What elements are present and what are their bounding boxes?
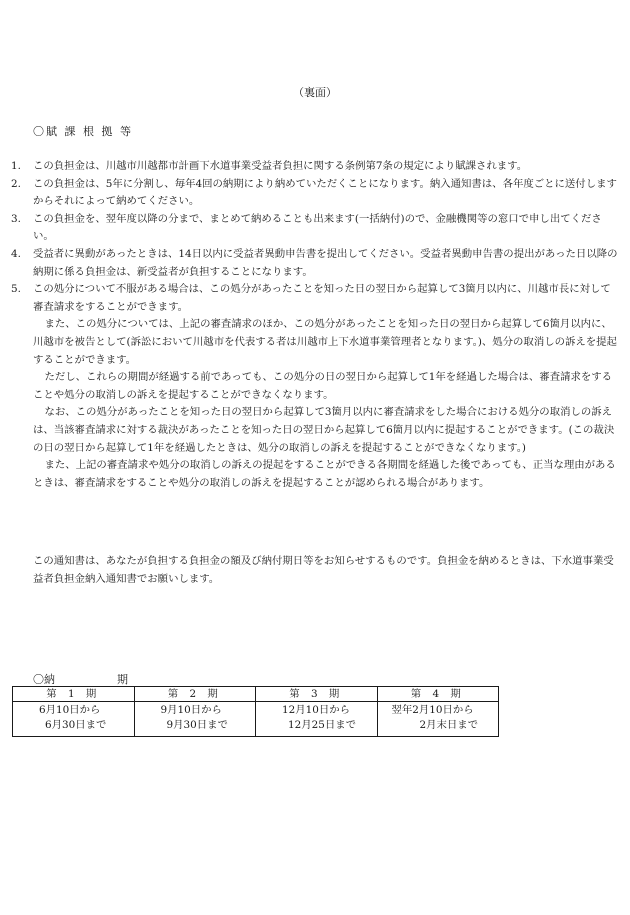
list-item-text: この負担金は、川越市川越都市計画下水道事業受益者負担に関する条例第7条の規定により賦課されます。: [33, 160, 528, 172]
item5-paragraph: ただし、これらの期間が経過する前であっても、この処分の日の翌日から起算して1年を経過した場合は、審査請求をすることや処分の取消しの訴えを提起することができなくなります。: [33, 371, 613, 401]
list-item: [11, 281, 621, 492]
item5-paragraph: また、この処分については、上記の審査請求のほか、この処分があったことを知った日の翌日から起算して6箇月以内に、川越市を被告として(訴訟において川越市を代表する者は川越市上下水道事業管理者となります。)、処分の取消しの訴えを提起することができます。: [33, 318, 617, 366]
list-item: [11, 211, 621, 246]
period-1-cell: [13, 702, 135, 737]
period-2-cell: [134, 702, 256, 737]
period-2-header: 第 2 期: [134, 687, 256, 702]
list-item-text: この処分について不服がある場合は、この処分があったことを知った日の翌日から起算して3箇月以内に、川越市長に対して審査請求をすることができます。: [33, 283, 611, 313]
list-item: [11, 246, 621, 281]
period-1-header: 第 1 期: [13, 687, 135, 702]
period-from: 6月10日から: [39, 704, 101, 716]
list-item-number: 4.: [11, 247, 21, 260]
list-item: [11, 176, 621, 211]
page-title: （裏面）: [293, 86, 337, 99]
period-4-header: 第 4 期: [377, 687, 499, 702]
basis-list: [11, 158, 621, 492]
payment-periods-heading: [33, 671, 128, 687]
basis-heading: 〇賦 課 根 拠 等: [33, 125, 133, 138]
period-from: 翌年2月10日から: [391, 704, 474, 716]
period-4-cell: [377, 702, 499, 737]
period-3-cell: [256, 702, 378, 737]
item5-paragraph: また、上記の審査請求や処分の取消しの訴えの提起をすることができる各期間を経過した後であっても、正当な理由があるときは、審査請求をすることや処分の取消しの訴えを提起することが認められる場合があります。: [33, 459, 616, 489]
list-item-text: この負担金を、翌年度以降の分まで、まとめて納めることも出来ます(一括納付)ので、金融機関等の窓口で申し出てください。: [33, 212, 602, 243]
period-to: 12月25日まで: [288, 719, 357, 731]
period-from: 9月10日から: [160, 704, 222, 716]
period-to: 2月末日まで: [419, 719, 479, 731]
period-from: 12月10日から: [282, 704, 351, 716]
list-item-number: 5.: [11, 283, 21, 296]
payment-heading-left: 〇納: [33, 673, 55, 686]
list-item-number: 3.: [11, 212, 21, 225]
period-to: 9月30日まで: [166, 719, 228, 731]
list-item-text: 受益者に異動があったときは、14日以内に受益者異動申告書を提出してください。受益者異動申告書の提出があった日以降の納期に係る負担金は、新受益者が負担することになります。: [33, 247, 618, 278]
notice-paragraph: この通知書は、あなたが負担する負担金の額及び納付期日等をお知らせするものです。負担金を納めるときは、下水道事業受益者負担金納入通知書でお願いします。: [33, 555, 614, 585]
payment-heading-right: 期: [117, 673, 128, 686]
list-item: [11, 158, 621, 176]
payment-periods-table: [12, 686, 499, 737]
list-item-text: この負担金は、5年に分割し、毎年4回の納期により納めていただくことになります。納入通知書は、各年度ごとに送付しますからそれによって納めてください。: [33, 177, 617, 208]
period-3-header: 第 3 期: [256, 687, 378, 702]
list-item-number: 2.: [11, 177, 21, 190]
item5-paragraph: なお、この処分があったことを知った日の翌日から起算して3箇月以内に審査請求をした場合における処分の取消しの訴えは、当該審査請求に対する裁決があったことを知った日の翌日から起算して6箇月以内に提起することができます。(この裁決の日の翌日から起算して1年を経過したときは、処分の取消しの訴えを提起することができなくなります。): [33, 406, 615, 454]
table-row: [13, 702, 499, 737]
period-to: 6月30日まで: [45, 719, 107, 731]
list-item-number: 1.: [11, 160, 21, 172]
table-header-row: [13, 687, 499, 702]
